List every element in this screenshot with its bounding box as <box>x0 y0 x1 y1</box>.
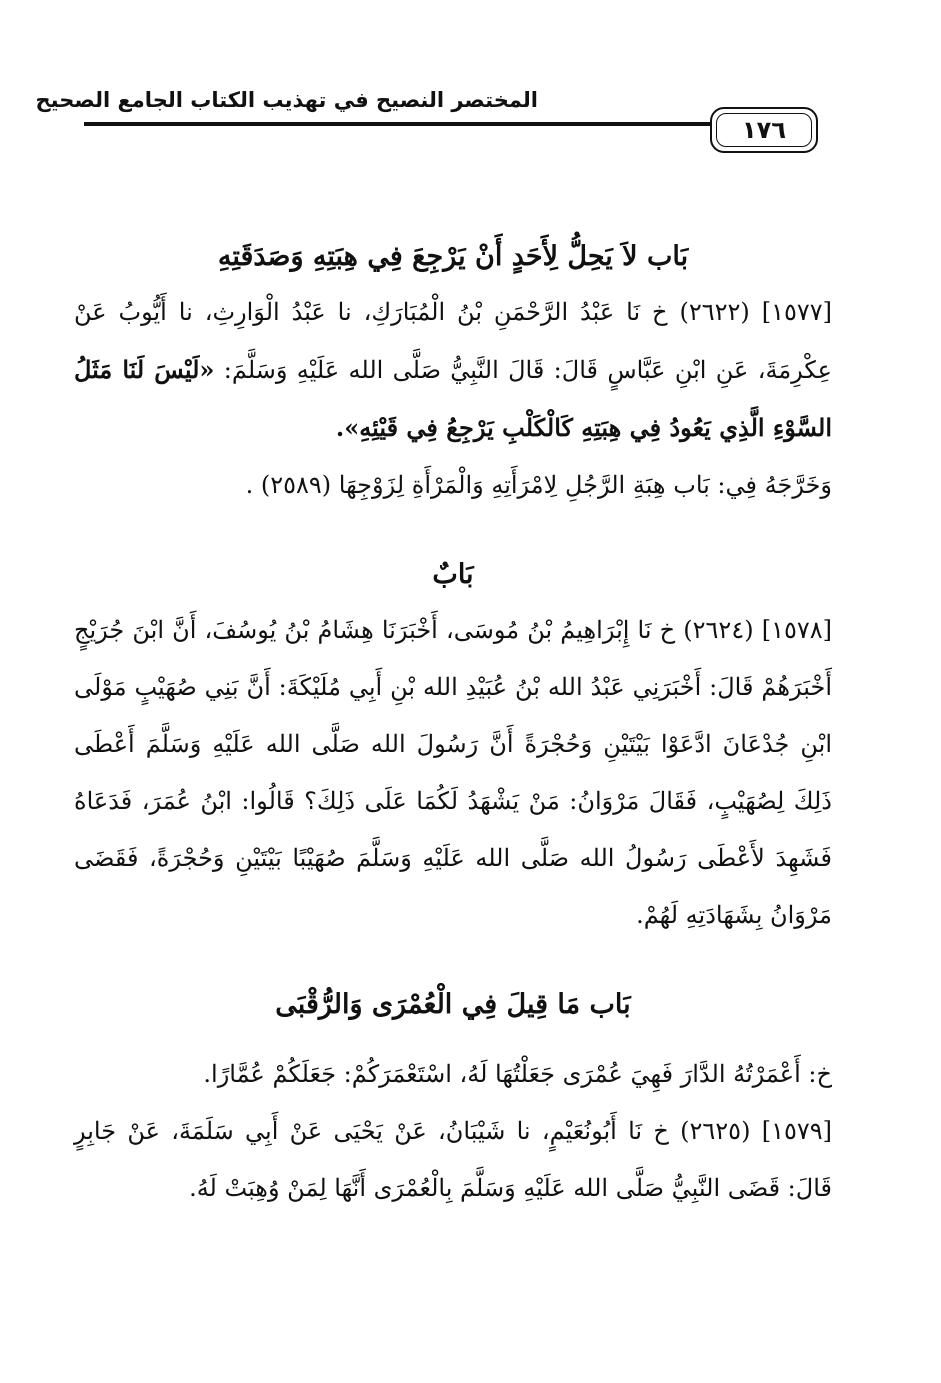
running-title: المختصر النصيح في تهذيب الكتاب الجامع الصحيح <box>35 88 538 112</box>
hadith-1577 <box>74 284 832 457</box>
section-gap <box>74 514 832 548</box>
hadith-text: [١٥٧٨] (٢٦٢٤) خ نَا إِبْرَاهِيمُ بْنُ مُوسَى، أَخْبَرَنَا هِشَامُ بْنُ يُوسُفَ، أَنَّ ابْنَ جُرَيْجٍ أَخْبَرَهُمْ قَالَ: أَخْبَرَنِي عَبْدُ الله بْنُ عُبَيْدِ الله بْنِ أَبِي مُلَيْكَةَ: أَنَّ بَنِي صُهَيْبٍ مَوْلَى ابْنِ جُدْعَانَ ادَّعَوْا بَيْتَيْنِ وَحُجْرَةً أَنَّ رَسُولَ الله صَلَّى الله عَلَيْهِ وَسَلَّمَ أَعْطَى ذَلِكَ لِصُهَيْبٍ، فَقَالَ مَرْوَانُ: مَنْ يَشْهَدُ لَكُمَا عَلَى ذَلِكَ؟ قَالُوا: ابْنُ عُمَرَ، فَدَعَاهُ فَشَهِدَ لأَعْطَى رَسُولُ الله صَلَّى الله عَلَيْهِ وَسَلَّمَ صُهَيْبًا بَيْتَيْنِ وَحُجْرَةً، فَقَضَى مَرْوَانُ بِشَهَادَتِهِ لَهُمْ. <box>74 616 832 929</box>
chapter-title-bab: بَابٌ <box>432 559 474 590</box>
chapter-title-umra: بَاب مَا قِيلَ فِي الْعُمْرَى وَالرُّقْبَى <box>275 989 631 1020</box>
definition-text: خ: أَعْمَرْتُهُ الدَّارَ فَهِيَ عُمْرَى جَعَلْتُهَا لَهُ، اسْتَعْمَرَكُمْ: جَعَلَكُمْ عُمَّارًا. <box>203 1060 832 1088</box>
header-rule <box>84 122 710 126</box>
cross-reference-text: وَخَرَّجَهُ فِي: بَاب هِبَةِ الرَّجُلِ لِامْرَأَتِهِ وَالْمَرْأَةِ لِزَوْجِهَا (٢٥٨٩) . <box>245 471 832 499</box>
hadith-1579 <box>74 1103 832 1217</box>
umra-definition <box>74 1046 832 1103</box>
hadith-matn: «لَيْسَ لَنَا مَثَلُ السَّوْءِ الَّذِي يَعُودُ فِي هِبَتِهِ كَالْكَلْبِ يَرْجِعُ فِي قَيْئِهِ». <box>74 355 832 442</box>
hadith-1578 <box>74 602 832 944</box>
page-number: ١٧٦ <box>742 116 786 144</box>
section-gap <box>74 944 832 978</box>
hadith-text: [١٥٧٩] (٢٦٢٥) خ نَا أَبُونُعَيْمٍ، نا شَيْبَانُ، عَنْ يَحْيَى عَنْ أَبِي سَلَمَةَ، عَنْ جَابِرٍ قَالَ: قَضَى النَّبِيُّ صَلَّى الله عَلَيْهِ وَسَلَّمَ بِالْعُمْرَى أَنَّهَا لِمَنْ وُهِبَتْ لَهُ. <box>74 1117 832 1202</box>
chapter-title-hiba: بَاب لاَ يَحِلُّ لِأَحَدٍ أَنْ يَرْجِعَ فِي هِبَتِهِ وَصَدَقَتِهِ <box>217 241 689 272</box>
cross-reference-note <box>74 457 832 514</box>
page-body <box>74 230 832 1217</box>
section-gap <box>74 1032 832 1046</box>
hadith-isnad: [١٥٧٧] (٢٦٢٢) خ نَا عَبْدُ الرَّحْمَنِ بْنُ الْمُبَارَكِ، نا عَبْدُ الْوَارِثِ، نا أَيُّوبُ عَنْ عِكْرِمَةَ، عَنِ ابْنِ عَبَّاسٍ قَالَ: قَالَ النَّبِيُّ صَلَّى الله عَلَيْهِ وَسَلَّمَ: <box>74 298 832 384</box>
page-number-box <box>710 107 818 153</box>
